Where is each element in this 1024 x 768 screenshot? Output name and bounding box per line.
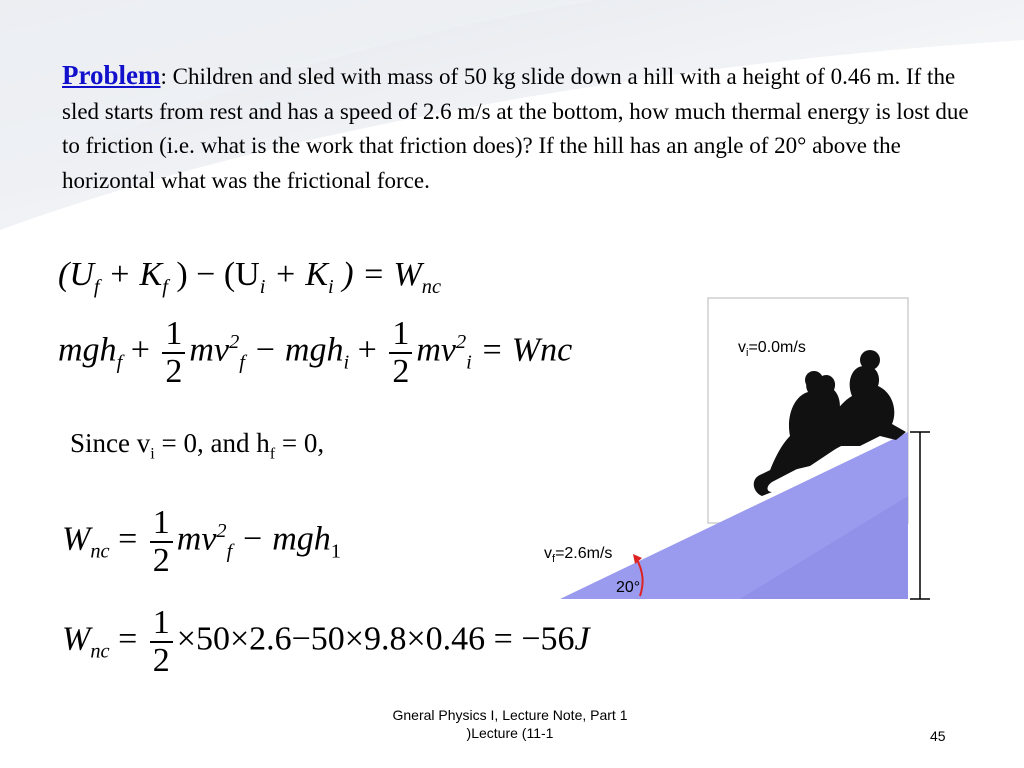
footer-line2: )Lecture (11-1 <box>466 725 554 741</box>
angle-label: 20° <box>616 579 641 596</box>
eq1-sub: i <box>259 275 266 298</box>
eq1-sub: i <box>328 275 334 298</box>
eq1-sub: nc <box>421 275 442 298</box>
frac-den: 2 <box>392 352 410 390</box>
problem-label: Problem <box>62 60 161 90</box>
eq1-term: ) − (U <box>167 256 260 293</box>
eq1-term: (U <box>58 256 94 293</box>
frac-den: 2 <box>152 641 170 679</box>
eq3-sup: 2 <box>216 520 227 543</box>
page-number: 45 <box>930 728 946 744</box>
eq4-term: = <box>109 620 146 658</box>
eq4-term: W <box>62 620 91 658</box>
since-sub: i <box>150 444 155 463</box>
since-text: = 0, <box>275 428 325 458</box>
fraction-half <box>150 605 173 678</box>
eq4-sub: nc <box>90 640 110 663</box>
eq2-term: − mgh <box>244 331 344 369</box>
frac-den: 2 <box>165 352 183 390</box>
eq2-sub: i <box>466 351 472 374</box>
frac-num: 1 <box>389 316 412 354</box>
fraction-half <box>389 316 412 389</box>
vi-label: $v_i=0.0m/s$ <box>738 339 806 359</box>
problem-statement <box>62 58 992 198</box>
eq2-sub: f <box>116 351 123 374</box>
equation-energy-balance <box>58 256 441 299</box>
sled-slope-figure <box>540 296 940 606</box>
vf-label: $v_f=2.6m/s$ <box>544 545 613 565</box>
since-statement <box>70 428 324 463</box>
eq1-term: ) = W <box>333 256 422 293</box>
problem-colon: : <box>160 64 167 89</box>
eq3-term: = <box>109 520 146 558</box>
since-text: = 0, and h <box>154 428 270 458</box>
eq2-term: = Wnc <box>471 331 573 369</box>
eq3-term: mv <box>176 520 217 558</box>
eq1-sub: f <box>162 275 168 298</box>
footer-line1: Gneral Physics I, Lecture Note, Part 1 <box>392 707 628 723</box>
equation-wnc-numeric <box>62 605 590 678</box>
frac-den: 2 <box>152 541 170 579</box>
since-text: Since v <box>70 428 151 458</box>
eq3-sub: f <box>226 540 233 563</box>
equation-expanded <box>58 316 572 389</box>
problem-text: Children and sled with mass of 50 kg slide down a hill with a height of 0.46 m. If the sled starts from rest and has a speed of 2.6 m/s at the bottom, how much thermal energy is lost due to friction (i.e. what is the work that friction does)? If the hill has an angle of 20° above the horizontal what was the frictional force. <box>62 64 969 193</box>
eq2-sub: f <box>239 351 245 374</box>
footer-course-title <box>340 706 680 742</box>
eq2-sup: 2 <box>229 331 240 354</box>
equation-wnc-formula <box>62 505 341 578</box>
eq2-term: + <box>349 331 386 369</box>
eq1-term: + K <box>99 256 163 293</box>
eq3-sub: nc <box>90 540 110 563</box>
frac-num: 1 <box>150 505 173 543</box>
eq3-term: − mgh <box>232 520 331 558</box>
eq2-term: mv <box>189 331 230 369</box>
eq2-term: + <box>122 331 159 369</box>
eq3-term: W <box>62 520 91 558</box>
eq1-sub: f <box>93 275 100 298</box>
since-sub: f <box>269 444 276 463</box>
eq2-term: mgh <box>58 331 117 369</box>
eq2-sup: 2 <box>455 331 467 354</box>
eq4-term: ×50×2.6−50×9.8×0.46 = −56 <box>176 620 575 658</box>
eq2-term: mv <box>416 331 456 369</box>
frac-num: 1 <box>150 605 173 643</box>
eq2-sub: i <box>343 351 350 374</box>
eq3-sub: 1 <box>330 540 341 563</box>
frac-num: 1 <box>162 316 185 354</box>
fraction-half <box>150 505 173 578</box>
fraction-half <box>162 316 185 389</box>
eq4-unit: J <box>574 620 590 658</box>
eq1-term: + K <box>265 256 329 293</box>
